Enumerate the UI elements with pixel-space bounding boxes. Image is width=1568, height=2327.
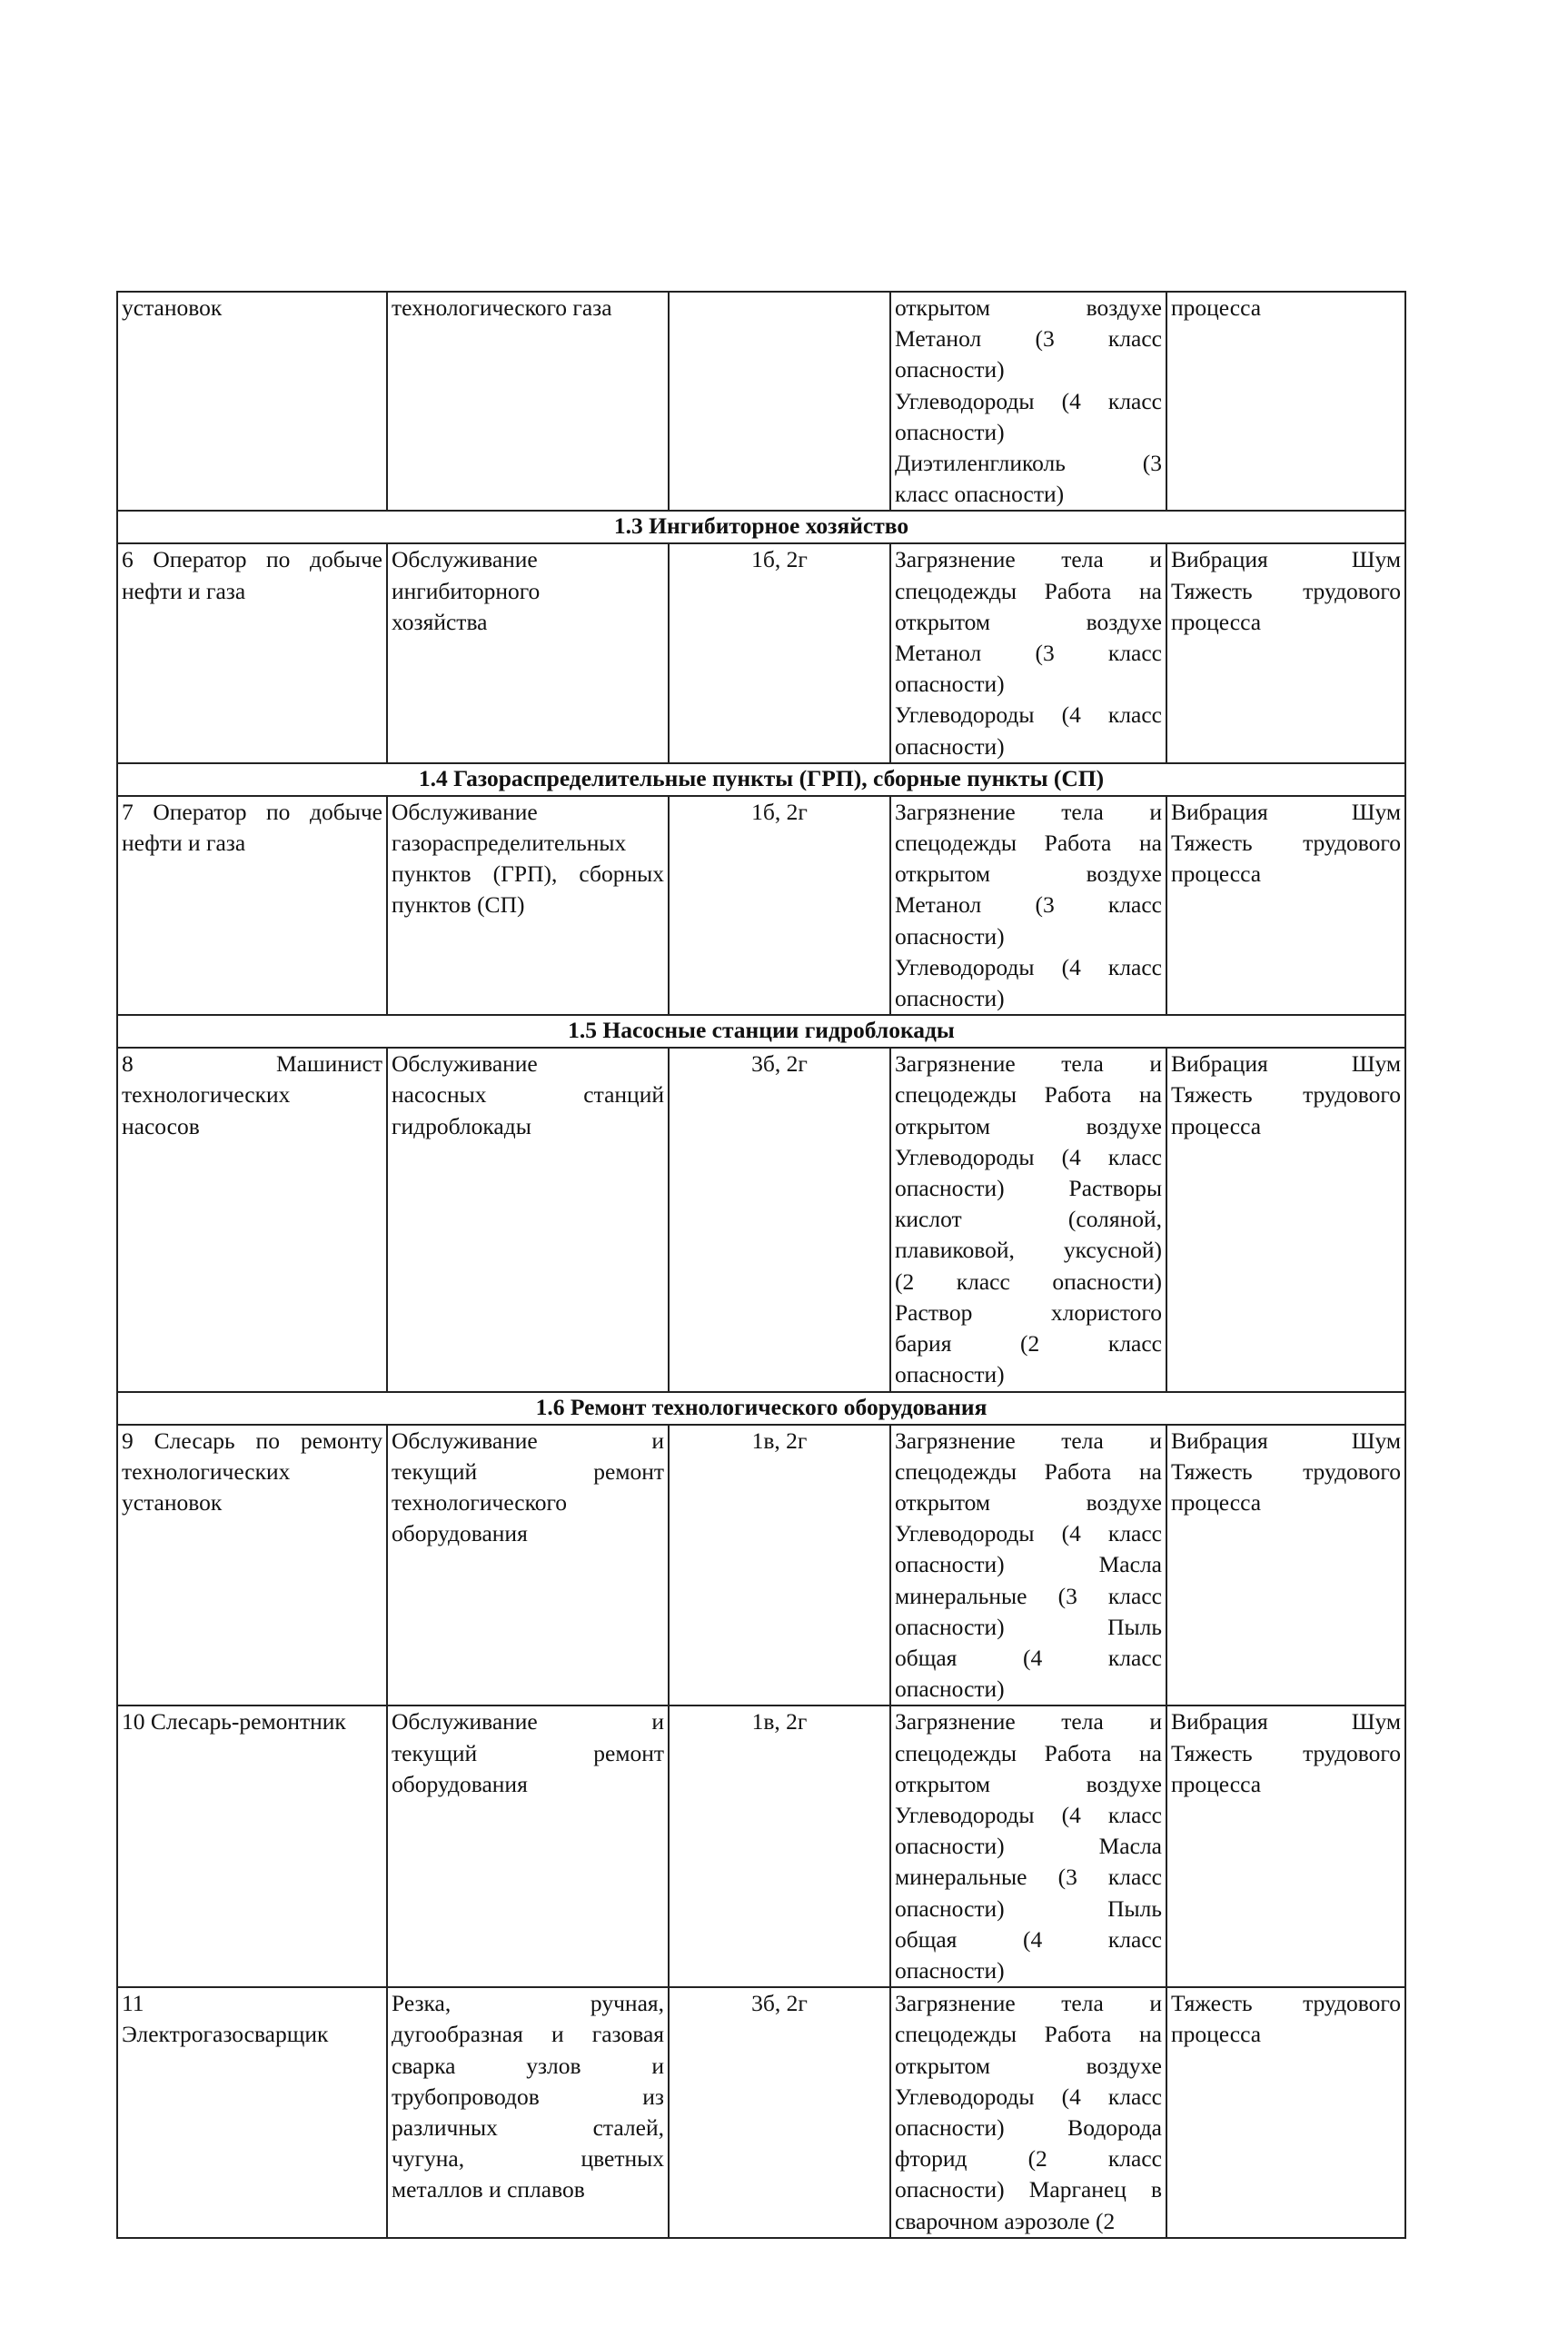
chemical-factors-cell-line: опасности) Пыль	[895, 1613, 1162, 1640]
chemical-factors-cell-line: опасности)	[895, 671, 1005, 698]
chemical-factors-cell-line: открытом воздухе	[895, 1112, 1162, 1139]
chemical-factors-cell-line: Диэтиленгликоль (3	[895, 450, 1162, 477]
work-type-cell-line: Резка, ручная,	[392, 1990, 664, 2017]
table-row	[117, 1048, 1405, 1391]
chemical-factors-cell-line: открытом воздухе	[895, 1770, 1162, 1797]
chemical-factors-cell	[890, 796, 1166, 1015]
work-type-cell-line: пунктов (СП)	[392, 891, 525, 919]
table-row-continuation	[117, 292, 1405, 511]
position-cell-line: технологических	[122, 1081, 291, 1109]
section-header-row	[117, 1392, 1405, 1425]
chemical-factors-cell	[890, 1425, 1166, 1706]
work-type-cell-line: оборудования	[392, 1520, 528, 1547]
position-cell-line: 6 Оператор по добыче	[122, 546, 382, 573]
chemical-factors-cell-line: открытом воздухе	[895, 608, 1162, 635]
chemical-factors-cell-line: опасности)	[895, 1676, 1005, 1703]
work-type-cell-line: газораспределительных	[392, 830, 627, 857]
chemical-factors-cell	[890, 1048, 1166, 1391]
chemical-factors-cell-line: общая (4 класс	[895, 1644, 1162, 1671]
physical-factors-cell-line: Тяжесть трудового	[1171, 1457, 1401, 1485]
physical-factors-cell	[1166, 543, 1405, 762]
work-type-cell-line: оборудования	[392, 1770, 528, 1797]
work-type-cell-line: текущий ремонт	[392, 1739, 664, 1766]
chemical-factors-cell-line: открытом воздухе	[895, 1488, 1162, 1516]
work-type-cell-line: Обслуживание и	[392, 1708, 664, 1735]
physical-factors-cell-line: Тяжесть трудового	[1171, 1990, 1401, 2017]
chemical-factors-cell	[890, 1987, 1166, 2238]
work-type-cell-line: текущий ремонт	[392, 1457, 664, 1485]
physical-factors-cell	[1166, 1705, 1405, 1987]
chemical-factors-cell-line: кислот (соляной,	[895, 1206, 1162, 1233]
table-row	[117, 796, 1405, 1015]
chemical-factors-cell-line: спецодежды Работа на	[895, 1457, 1162, 1485]
chemical-factors-cell-line: Раствор хлористого	[895, 1298, 1162, 1326]
class-cell-value: 1б, 2г	[751, 546, 808, 573]
work-type-cell-line: трубопроводов из	[392, 2083, 664, 2110]
table-row	[117, 1705, 1405, 1987]
work-type-cell-line: различных сталей,	[392, 2113, 664, 2141]
position-cell-line: Электрогазосварщик	[122, 2021, 329, 2048]
chemical-factors-cell-line: Углеводороды (4 класс	[895, 1143, 1162, 1170]
chemical-factors-cell-line: открытом воздухе	[895, 2052, 1162, 2079]
work-type-cell-line: Обслуживание	[392, 1050, 538, 1078]
work-type-cell	[387, 1705, 669, 1987]
physical-factors-cell-line: процесса	[1171, 1770, 1262, 1797]
chemical-factors-cell-line: опасности)	[895, 418, 1005, 445]
work-type-cell-line: технологического	[392, 1488, 568, 1516]
physical-factors-cell-line: Вибрация Шум	[1171, 798, 1401, 825]
class-cell	[669, 292, 890, 511]
section-header-row	[117, 1015, 1405, 1048]
chemical-factors-cell-line: Углеводороды (4 класс	[895, 2083, 1162, 2110]
chemical-factors-cell-line: Углеводороды (4 класс	[895, 701, 1162, 729]
chemical-factors-cell-line: опасности)	[895, 356, 1005, 383]
chemical-factors-cell-line: Углеводороды (4 класс	[895, 387, 1162, 414]
section-title: 1.5 Насосные станции гидроблокады	[117, 1015, 1405, 1048]
chemical-factors-cell-line: спецодежды Работа на	[895, 2021, 1162, 2048]
chemical-factors-cell-line: Загрязнение тела и	[895, 1050, 1162, 1078]
section-title: 1.6 Ремонт технологического оборудования	[117, 1392, 1405, 1425]
chemical-factors-cell-line: опасности) Марганец в	[895, 2176, 1162, 2203]
physical-factors-cell-line: Вибрация Шум	[1171, 546, 1401, 573]
position-cell-line: 11	[122, 1990, 144, 2017]
chemical-factors-cell-line: сварочном аэрозоле (2	[895, 2207, 1116, 2234]
chemical-factors-cell-line: Загрязнение тела и	[895, 1990, 1162, 2017]
chemical-factors-cell-line: опасности) Пыль	[895, 1894, 1162, 1922]
chemical-factors-cell-line: опасности)	[895, 732, 1005, 760]
physical-factors-cell-line: процесса	[1171, 608, 1262, 635]
work-type-cell-line: насосных станций	[392, 1081, 664, 1109]
chemical-factors-cell-line: Метанол (3 класс	[895, 640, 1162, 667]
chemical-factors-cell	[890, 292, 1166, 511]
position-cell-line: нефти и газа	[122, 577, 246, 604]
position-cell-line: 8 Машинист	[122, 1050, 382, 1078]
class-cell	[669, 1705, 890, 1987]
chemical-factors-cell-line: Загрязнение тела и	[895, 1708, 1162, 1735]
work-type-cell	[387, 1987, 669, 2238]
position-cell	[117, 1705, 387, 1987]
work-type-cell	[387, 1048, 669, 1391]
work-type-cell	[387, 543, 669, 762]
chemical-factors-cell-line: опасности)	[895, 1956, 1005, 1984]
position-cell-line: установок	[122, 1488, 223, 1516]
work-type-cell-line: ингибиторного	[392, 577, 541, 604]
position-cell	[117, 543, 387, 762]
class-cell-value: 3б, 2г	[751, 1990, 808, 2017]
position-cell	[117, 796, 387, 1015]
class-cell-value: 1в, 2г	[751, 1427, 808, 1454]
work-type-cell-line: Обслуживание и	[392, 1427, 664, 1454]
position-cell-line: установок	[122, 294, 223, 321]
chemical-factors-cell-line: (2 класс опасности)	[895, 1268, 1162, 1295]
chemical-factors-cell-line: Загрязнение тела и	[895, 546, 1162, 573]
work-type-cell	[387, 1425, 669, 1706]
class-cell	[669, 1425, 890, 1706]
chemical-factors-cell-line: спецодежды Работа на	[895, 830, 1162, 857]
position-cell-line: нефти и газа	[122, 830, 246, 857]
chemical-factors-cell-line: опасности)	[895, 1361, 1005, 1388]
class-cell-value: 1в, 2г	[751, 1708, 808, 1735]
physical-factors-cell-line: Тяжесть трудового	[1171, 1739, 1401, 1766]
chemical-factors-cell-line: Метанол (3 класс	[895, 325, 1162, 353]
work-type-cell-line: Обслуживание	[392, 546, 538, 573]
section-header-row	[117, 511, 1405, 543]
physical-factors-cell-line: Вибрация Шум	[1171, 1708, 1401, 1735]
position-cell	[117, 1048, 387, 1391]
class-cell	[669, 1048, 890, 1391]
physical-factors-cell-line: процесса	[1171, 294, 1262, 321]
work-type-cell-line: технологического газа	[392, 294, 612, 321]
chemical-factors-cell-line: опасности) Водорода	[895, 2113, 1162, 2141]
work-type-cell	[387, 292, 669, 511]
position-cell-line: 10 Слесарь-ремонтник	[122, 1708, 346, 1735]
work-type-cell-line: дугообразная и газовая	[392, 2021, 664, 2048]
table-row	[117, 543, 1405, 762]
class-cell-value: 3б, 2г	[751, 1050, 808, 1078]
hazard-table-body	[117, 292, 1405, 2238]
section-header-row	[117, 763, 1405, 796]
chemical-factors-cell-line: спецодежды Работа на	[895, 577, 1162, 604]
work-type-cell-line: металлов и сплавов	[392, 2176, 585, 2203]
physical-factors-cell-line: Тяжесть трудового	[1171, 830, 1401, 857]
physical-factors-cell	[1166, 292, 1405, 511]
position-cell-line: технологических	[122, 1457, 291, 1485]
position-cell-line: насосов	[122, 1112, 200, 1139]
work-type-cell-line: гидроблокады	[392, 1112, 531, 1139]
chemical-factors-cell-line: опасности)	[895, 985, 1005, 1012]
physical-factors-cell	[1166, 1987, 1405, 2238]
class-cell-line	[673, 293, 886, 323]
chemical-factors-cell-line: общая (4 класс	[895, 1925, 1162, 1953]
physical-factors-cell-line: Тяжесть трудового	[1171, 577, 1401, 604]
class-cell	[669, 1987, 890, 2238]
chemical-factors-cell-line: бария (2 класс	[895, 1330, 1162, 1357]
chemical-factors-cell-line: открытом воздухе	[895, 294, 1162, 321]
chemical-factors-cell-line: открытом воздухе	[895, 860, 1162, 888]
chemical-factors-cell-line: минеральные (3 класс	[895, 1864, 1162, 1891]
class-cell	[669, 543, 890, 762]
chemical-factors-cell-line: Загрязнение тела и	[895, 1427, 1162, 1454]
chemical-factors-cell-line: фторид (2 класс	[895, 2145, 1162, 2173]
chemical-factors-cell-line: плавиковой, уксусной)	[895, 1237, 1162, 1264]
table-row	[117, 1987, 1405, 2238]
chemical-factors-cell-line: опасности)	[895, 922, 1005, 950]
class-cell	[669, 796, 890, 1015]
class-cell-value: 1б, 2г	[751, 798, 808, 825]
physical-factors-cell-line: процесса	[1171, 1488, 1262, 1516]
position-cell	[117, 1425, 387, 1706]
position-cell	[117, 292, 387, 511]
position-cell-line: 9 Слесарь по ремонту	[122, 1427, 382, 1454]
chemical-factors-cell	[890, 1705, 1166, 1987]
physical-factors-cell	[1166, 796, 1405, 1015]
chemical-factors-cell-line: опасности) Масла	[895, 1833, 1162, 1860]
chemical-factors-cell-line: Метанол (3 класс	[895, 891, 1162, 919]
section-title: 1.3 Ингибиторное хозяйство	[117, 511, 1405, 543]
chemical-factors-cell-line: Загрязнение тела и	[895, 798, 1162, 825]
physical-factors-cell-line: процесса	[1171, 860, 1262, 888]
work-type-cell-line: чугуна, цветных	[392, 2145, 664, 2173]
chemical-factors-cell-line: минеральные (3 класс	[895, 1582, 1162, 1609]
physical-factors-cell-line: процесса	[1171, 2021, 1262, 2048]
work-type-cell-line: пунктов (ГРП), сборных	[392, 860, 664, 888]
hazard-table	[116, 291, 1406, 2239]
position-cell-line: 7 Оператор по добыче	[122, 798, 382, 825]
chemical-factors-cell-line: Углеводороды (4 класс	[895, 953, 1162, 980]
physical-factors-cell-line: процесса	[1171, 1112, 1262, 1139]
chemical-factors-cell-line: класс опасности)	[895, 481, 1065, 508]
chemical-factors-cell-line: Углеводороды (4 класс	[895, 1801, 1162, 1828]
chemical-factors-cell	[890, 543, 1166, 762]
work-type-cell	[387, 796, 669, 1015]
physical-factors-cell-line: Тяжесть трудового	[1171, 1081, 1401, 1109]
chemical-factors-cell-line: опасности) Растворы	[895, 1175, 1162, 1202]
work-type-cell-line: Обслуживание	[392, 798, 538, 825]
position-cell	[117, 1987, 387, 2238]
chemical-factors-cell-line: Углеводороды (4 класс	[895, 1520, 1162, 1547]
physical-factors-cell	[1166, 1048, 1405, 1391]
chemical-factors-cell-line: опасности) Масла	[895, 1551, 1162, 1578]
work-type-cell-line: хозяйства	[392, 608, 488, 635]
table-row	[117, 1425, 1405, 1706]
chemical-factors-cell-line: спецодежды Работа на	[895, 1739, 1162, 1766]
physical-factors-cell-line: Вибрация Шум	[1171, 1050, 1401, 1078]
physical-factors-cell	[1166, 1425, 1405, 1706]
chemical-factors-cell-line: спецодежды Работа на	[895, 1081, 1162, 1109]
work-type-cell-line: сварка узлов и	[392, 2052, 664, 2079]
physical-factors-cell-line: Вибрация Шум	[1171, 1427, 1401, 1454]
section-title: 1.4 Газораспределительные пункты (ГРП), сборные пункты (СП)	[117, 763, 1405, 796]
